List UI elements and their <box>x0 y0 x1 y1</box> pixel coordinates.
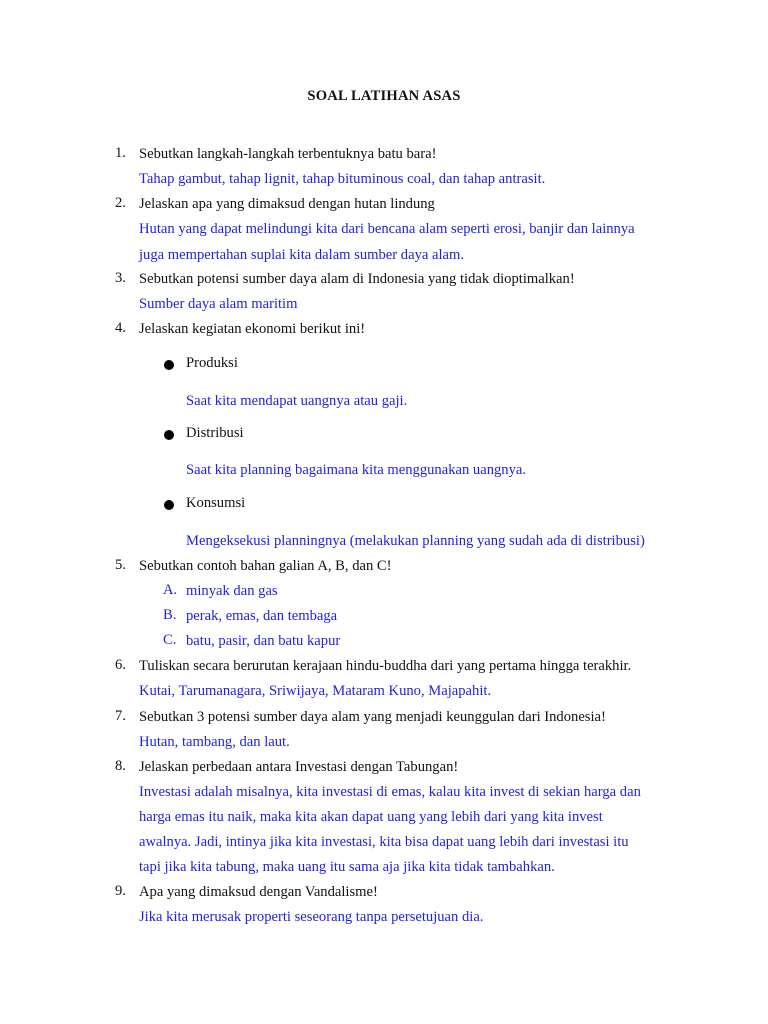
question-number: 9. <box>115 883 126 899</box>
answer-text: harga emas itu naik, maka kita akan dapat uang yang lebih dari yang kita invest <box>139 809 603 825</box>
question-number: 5. <box>115 557 126 573</box>
question-text: Apa yang dimaksud dengan Vandalisme! <box>139 884 378 900</box>
question-text: Sebutkan langkah-langkah terbentuknya batu bara! <box>139 146 437 162</box>
question-number: 1. <box>115 145 126 161</box>
lettered-item-marker: C. <box>163 632 177 648</box>
bullet-icon <box>164 360 174 370</box>
question-number: 3. <box>115 270 126 286</box>
lettered-item-marker: A. <box>163 582 178 598</box>
question-text: Jelaskan kegiatan ekonomi berikut ini! <box>139 321 366 337</box>
answer-text: Hutan, tambang, dan laut. <box>139 734 290 750</box>
question-text: Jelaskan apa yang dimaksud dengan hutan lindung <box>139 196 435 212</box>
answer-text: juga mempertahan suplai kita dalam sumber daya alam. <box>139 247 465 263</box>
question-number: 4. <box>115 320 126 336</box>
question-text: Sebutkan potensi sumber daya alam di Indonesia yang tidak dioptimalkan! <box>139 271 575 287</box>
answer-text: Hutan yang dapat melindungi kita dari bencana alam seperti erosi, banjir dan lainnya <box>139 221 635 237</box>
question-number: 6. <box>115 657 126 673</box>
question-number: 8. <box>115 758 126 774</box>
answer-text: Tahap gambut, tahap lignit, tahap bituminous coal, dan tahap antrasit. <box>139 171 546 187</box>
bullet-item-label: Produksi <box>186 355 238 371</box>
lettered-item-marker: B. <box>163 607 177 623</box>
answer-text: tapi jika kita tabung, maka uang itu sama aja jika kita tidak tambahkan. <box>139 859 555 875</box>
answer-text: Investasi adalah misalnya, kita investasi di emas, kalau kita invest di sekian harga dan <box>139 784 641 800</box>
bullet-item-label: Distribusi <box>186 425 244 441</box>
lettered-item-text: batu, pasir, dan batu kapur <box>186 633 341 649</box>
question-text: Jelaskan perbedaan antara Investasi dengan Tabungan! <box>139 759 459 775</box>
lettered-item-text: minyak dan gas <box>186 583 278 599</box>
page-title: SOAL LATIHAN ASAS <box>307 88 461 104</box>
question-text: Sebutkan 3 potensi sumber daya alam yang menjadi keunggulan dari Indonesia! <box>139 709 606 725</box>
question-number: 7. <box>115 708 126 724</box>
answer-text: Kutai, Tarumanagara, Sriwijaya, Mataram Kuno, Majapahit. <box>139 683 492 699</box>
bullet-item-answer: Saat kita planning bagaimana kita menggunakan uangnya. <box>186 462 527 478</box>
answer-text: Sumber daya alam maritim <box>139 296 298 312</box>
question-number: 2. <box>115 195 126 211</box>
answer-text: awalnya. Jadi, intinya jika kita investasi, kita bisa dapat uang lebih dari investasi itu <box>139 834 629 850</box>
bullet-item-answer: Mengeksekusi planningnya (melakukan planning yang sudah ada di distribusi) <box>186 533 645 549</box>
answer-text: Jika kita merusak properti seseorang tanpa persetujuan dia. <box>139 909 484 925</box>
bullet-item-label: Konsumsi <box>186 495 246 511</box>
question-text: Tuliskan secara berurutan kerajaan hindu-buddha dari yang pertama hingga terakhir. <box>139 658 632 674</box>
bullet-icon <box>164 430 174 440</box>
lettered-item-text: perak, emas, dan tembaga <box>186 608 338 624</box>
bullet-icon <box>164 500 174 510</box>
question-text: Sebutkan contoh bahan galian A, B, dan C! <box>139 558 392 574</box>
bullet-item-answer: Saat kita mendapat uangnya atau gaji. <box>186 393 408 409</box>
